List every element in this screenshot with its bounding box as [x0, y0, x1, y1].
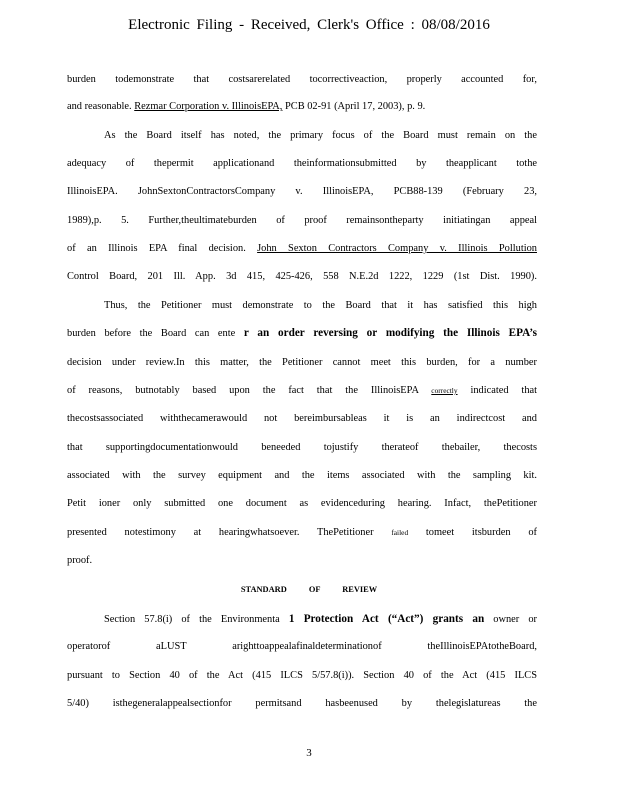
case-citation: John Sexton Contractors Company v. Illinois Pollution — [257, 243, 537, 254]
body-line: As the Board itself has noted, the primary focus of the Board must remain on the — [104, 130, 537, 141]
body-line: Section 57.8(i) of the Environmenta 1 Protection Act (“Act”) grants an owner or — [104, 613, 538, 625]
filing-header: Electronic Filing - Received, Clerk's Office : 08/08/2016 — [128, 17, 490, 33]
body-line: burden todemonstrate that costsarerelated tocorrectiveaction, properly accounted for, — [67, 74, 537, 85]
case-citation: Rezmar Corporation v. IllinoisEPA, — [134, 101, 283, 112]
body-line: associated with the survey equipment and the items associated with the sampling kit. — [67, 470, 537, 481]
underlined-word: correctly — [431, 386, 458, 395]
body-line: that supportingdocumentationwould beneeded tojustify therateof thebailer, thecosts — [67, 442, 537, 453]
body-line: 1989),p. 5. Further,theultimateburden of proof remainsontheparty initiatingan appeal — [67, 215, 537, 226]
body-line: decision under review.In this matter, the Petitioner cannot meet this burden, for a number — [67, 357, 537, 368]
body-line: thecostsassociated withthecamerawould not bereimbursableas it is an indirectcost and — [67, 413, 537, 424]
body-line: proof. — [67, 555, 93, 566]
body-line: of reasons, butnotably based upon the fact that the IllinoisEPA correctly indicated that — [67, 385, 538, 396]
body-line: Control Board, 201 Ill. App. 3d 415, 425-426, 558 N.E.2d 1222, 1229 (1st Dist. 1990). — [67, 271, 537, 282]
body-line: burden before the Board can ente r an order reversing or modifying the Illinois EPA’s — [67, 327, 537, 339]
body-line: 5/40) isthegeneralappealsectionfor permitsand hasbeenused by thelegislatureas the — [67, 698, 537, 709]
body-line: Thus, the Petitioner must demonstrate to the Board that it has satisfied this high — [104, 300, 537, 311]
body-line: pursuant to Section 40 of the Act (415 ILCS 5/57.8(i)). Section 40 of the Act (415 ILCS — [67, 670, 537, 681]
page-number: 3 — [306, 747, 312, 759]
body-line: adequacy of thepermit applicationand theinformationsubmitted by theapplicant tothe — [67, 158, 537, 169]
body-line: of an Illinois EPA final decision. John Sexton Contractors Company v. Illinois Pollution — [67, 243, 537, 254]
body-line: operatorof aLUST arighttoappealafinaldeterminationof theIllinoisEPAtotheBoard, — [67, 641, 537, 652]
body-line: presented notestimony at hearingwhatsoever. ThePetitioner failed tomeet itsburden of — [67, 527, 537, 538]
body-line: and reasonable. Rezmar Corporation v. IllinoisEPA, PCB 02-91 (April 17, 2003), p. 9. — [67, 101, 426, 112]
body-line: IllinoisEPA. JohnSextonContractorsCompany v. IllinoisEPA, PCB88-139 (February 23, — [67, 186, 537, 197]
body-line: Petit ioner only submitted one document as evidenceduring hearing. Infact, thePetitioner — [67, 498, 537, 509]
section-heading: STANDARD OF REVIEW — [240, 585, 378, 594]
